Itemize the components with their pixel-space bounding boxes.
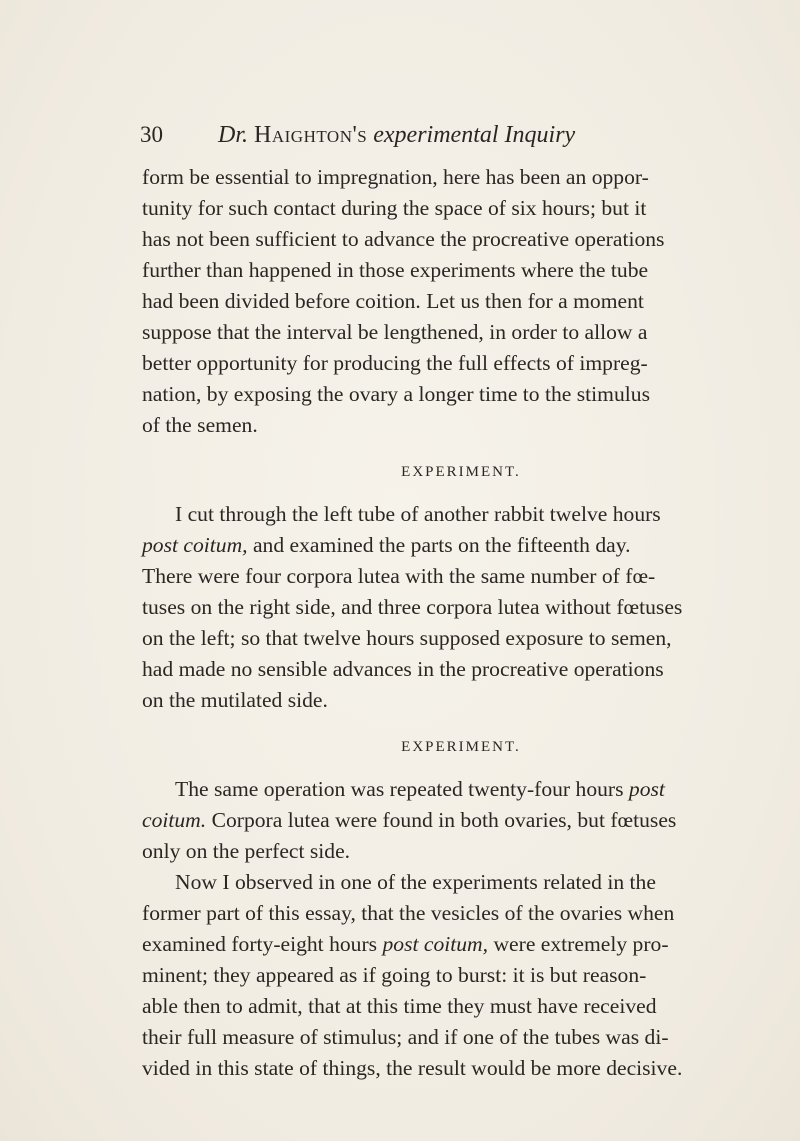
text-line: of the semen. bbox=[142, 413, 258, 437]
latin-phrase: post bbox=[628, 777, 665, 801]
paragraph-3 bbox=[142, 867, 772, 1084]
text-line: able then to admit, that at this time they must have received bbox=[142, 994, 657, 1018]
text-line: form be essential to impregnation, here has been an oppor- bbox=[142, 165, 649, 189]
title-rest: experimental Inquiry bbox=[373, 122, 576, 148]
title-prefix: Dr. bbox=[218, 122, 249, 148]
text-line: post coitum, and examined the parts on the fifteenth day. bbox=[142, 533, 631, 557]
text-line: had made no sensible advances in the procreative operations bbox=[142, 657, 664, 681]
running-head bbox=[140, 118, 740, 152]
text-line: The same operation was repeated twenty-four hours post bbox=[175, 777, 665, 801]
body-text bbox=[142, 162, 772, 1084]
text-line: tuses on the right side, and three corpora lutea without fœtuses bbox=[142, 595, 683, 619]
section-heading-experiment-2: EXPERIMENT. bbox=[401, 739, 521, 755]
text-line: better opportunity for producing the full effects of impreg- bbox=[142, 351, 648, 375]
text-line: has not been sufficient to advance the procreative operations bbox=[142, 227, 665, 251]
paragraph-experiment-1 bbox=[142, 499, 772, 716]
page-number: 30 bbox=[140, 122, 163, 147]
text-line: on the mutilated side. bbox=[142, 688, 328, 712]
latin-phrase: post coitum, bbox=[142, 533, 248, 557]
text-line: further than happened in those experiments where the tube bbox=[142, 258, 649, 282]
text-line: tunity for such contact during the space of six hours; but it bbox=[142, 196, 647, 220]
text-line: had been divided before coition. Let us then for a moment bbox=[142, 289, 644, 313]
text-line: vided in this state of things, the result would be more decisive. bbox=[142, 1056, 683, 1080]
running-title bbox=[218, 118, 575, 152]
text-line: examined forty-eight hours post coitum, were extremely pro- bbox=[142, 932, 669, 956]
text-line: former part of this essay, that the vesicles of the ovaries when bbox=[142, 901, 675, 925]
paragraph-experiment-2 bbox=[142, 774, 772, 867]
text-line: I cut through the left tube of another rabbit twelve hours bbox=[175, 502, 661, 526]
text-line: There were four corpora lutea with the same number of fœ- bbox=[142, 564, 656, 588]
text-line: on the left; so that twelve hours supposed exposure to semen, bbox=[142, 626, 672, 650]
text-line: suppose that the interval be lengthened, in order to allow a bbox=[142, 320, 648, 344]
title-author: Haighton's bbox=[254, 122, 368, 148]
text-line: minent; they appeared as if going to burst: it is but reason- bbox=[142, 963, 647, 987]
text-line: nation, by exposing the ovary a longer time to the stimulus bbox=[142, 382, 650, 406]
paragraph-1 bbox=[142, 162, 772, 441]
text-line: only on the perfect side. bbox=[142, 839, 351, 863]
text-line: coitum. Corpora lutea were found in both ovaries, but fœtuses bbox=[142, 808, 677, 832]
text-line: Now I observed in one of the experiments related in the bbox=[175, 870, 656, 894]
section-heading-experiment-1: EXPERIMENT. bbox=[401, 464, 521, 480]
text-line: their full measure of stimulus; and if one of the tubes was di- bbox=[142, 1025, 669, 1049]
latin-phrase: coitum. bbox=[142, 808, 207, 832]
latin-phrase: post coitum, bbox=[382, 932, 489, 956]
